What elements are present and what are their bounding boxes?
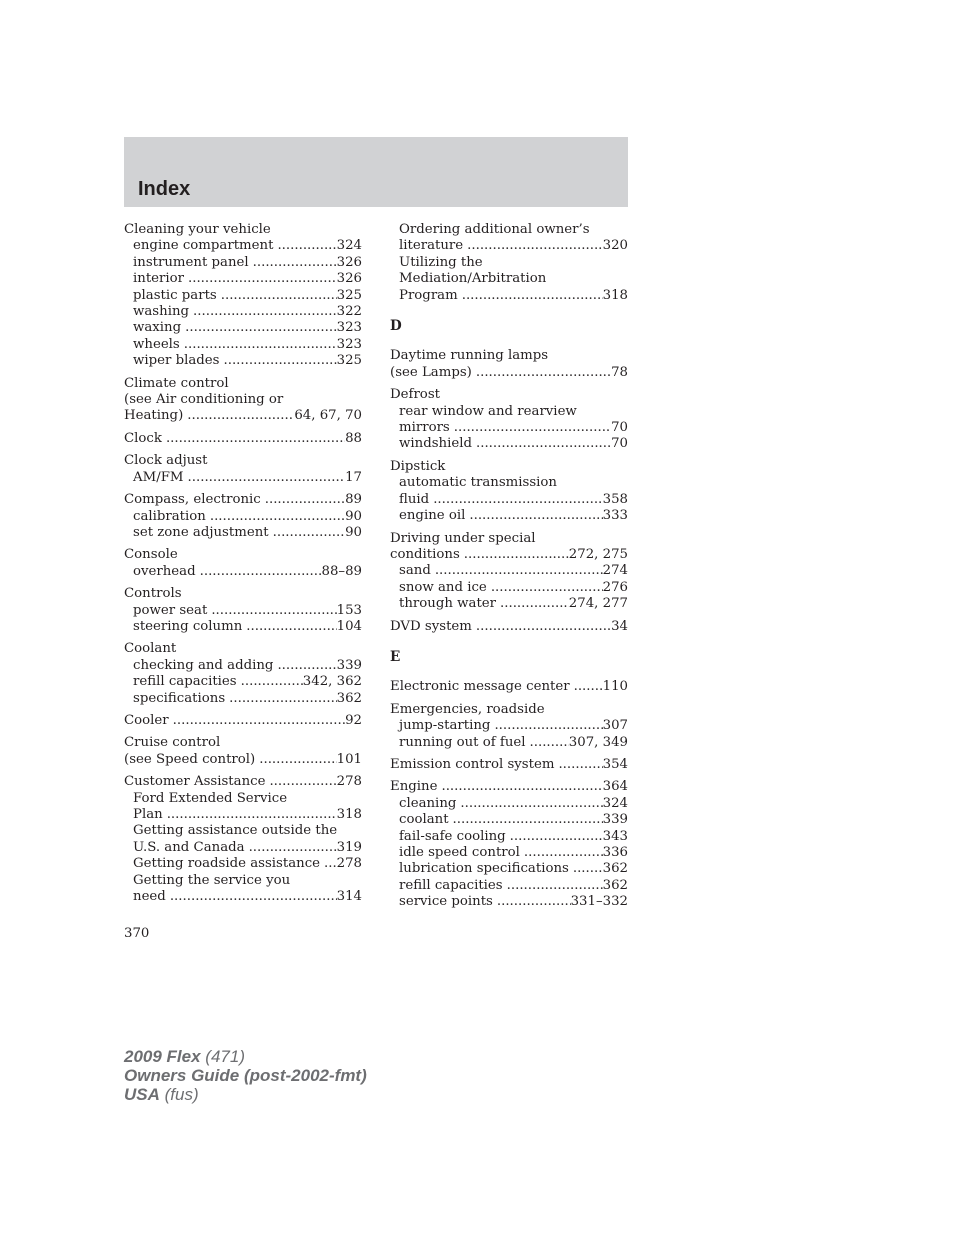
entry-text: AM/FM xyxy=(133,469,184,485)
dot-leader xyxy=(476,365,611,381)
page-reference: 362 xyxy=(336,690,362,706)
entry-text: need xyxy=(133,889,166,905)
dot-leader xyxy=(246,619,336,635)
page-reference: 333 xyxy=(602,508,628,524)
dot-leader xyxy=(460,796,602,812)
page-reference: 336 xyxy=(602,845,628,860)
index-entry-line xyxy=(124,392,362,408)
index-entry-line xyxy=(124,453,362,469)
index-subentry-line xyxy=(124,320,362,336)
page-reference: 339 xyxy=(602,812,628,828)
dot-leader xyxy=(277,658,336,674)
index-entry xyxy=(390,531,628,613)
dot-leader xyxy=(241,674,303,690)
index-entry xyxy=(390,222,628,304)
index-subentry-line xyxy=(390,475,628,491)
dot-leader xyxy=(500,596,569,612)
page-reference: 88 xyxy=(345,430,362,446)
index-subentry-line xyxy=(390,735,628,751)
page-reference: 90 xyxy=(345,524,362,540)
index-entry-line xyxy=(124,735,362,751)
entry-text: Engine xyxy=(390,779,438,795)
index-subentry-line xyxy=(124,840,362,856)
index-entry xyxy=(124,492,362,541)
entry-text: Clock xyxy=(124,430,162,446)
dot-leader xyxy=(188,271,337,287)
page-reference: 110 xyxy=(602,679,628,695)
footer-line-2 xyxy=(124,1066,367,1085)
dot-leader xyxy=(188,470,346,486)
index-subentry-line xyxy=(390,580,628,596)
page-reference: 90 xyxy=(345,508,362,524)
page-reference: 318 xyxy=(602,287,628,303)
page-reference: 307, 349 xyxy=(568,734,628,750)
dot-leader xyxy=(249,840,337,856)
index-entry-line xyxy=(124,492,362,508)
page-reference: 272, 275 xyxy=(568,546,628,562)
index-entry-line xyxy=(124,641,362,657)
page-reference: 153 xyxy=(336,602,362,618)
page-reference: 323 xyxy=(336,336,362,352)
entry-text: through water xyxy=(399,596,497,612)
page-reference: 314 xyxy=(336,889,362,905)
index-subentry-line xyxy=(124,791,362,807)
index-subentry-line xyxy=(124,691,362,707)
entry-text: refill capacities xyxy=(133,674,237,690)
index-subentry-line xyxy=(124,255,362,271)
footer-line-1 xyxy=(124,1047,367,1066)
index-subentry-line xyxy=(124,889,362,905)
entry-text: checking and adding xyxy=(133,657,274,673)
dot-leader xyxy=(574,679,603,695)
entry-text: Emergencies, roadside xyxy=(390,701,545,717)
page-reference: 331–332 xyxy=(570,894,628,910)
entry-text: Daytime running lamps xyxy=(390,348,549,364)
footer-market-code: (fus) xyxy=(164,1085,199,1104)
dot-leader xyxy=(170,889,337,905)
entry-text: Coolant xyxy=(124,641,177,657)
index-entry-line xyxy=(124,752,362,768)
page-reference: 278 xyxy=(336,774,362,790)
entry-text: automatic transmission xyxy=(399,475,557,491)
page-reference: 70 xyxy=(611,420,628,436)
dot-leader xyxy=(497,894,571,910)
index-subentry-line xyxy=(124,619,362,635)
entry-text: specifications xyxy=(133,690,226,706)
entry-text: instrument panel xyxy=(133,254,249,270)
index-entry-line xyxy=(124,547,362,563)
dot-leader xyxy=(507,878,603,894)
dot-leader xyxy=(221,288,337,304)
index-entry xyxy=(390,619,628,635)
entry-text: (see Air conditioning or xyxy=(124,392,284,408)
dot-leader xyxy=(433,492,602,508)
header-band xyxy=(124,137,628,207)
page-reference: 34 xyxy=(611,618,628,634)
page-reference: 92 xyxy=(345,712,362,728)
page-reference: 307 xyxy=(602,718,628,734)
entry-text: Getting assistance outside the xyxy=(133,823,338,839)
dot-leader xyxy=(462,288,603,304)
entry-text: sand xyxy=(399,563,431,579)
entry-text: wiper blades xyxy=(133,353,220,369)
dot-leader xyxy=(494,718,602,734)
dot-leader xyxy=(277,238,336,254)
dot-leader xyxy=(530,735,569,751)
page-reference: 362 xyxy=(602,877,628,893)
index-entry-line xyxy=(390,459,628,475)
entry-text: power seat xyxy=(133,602,208,618)
footer xyxy=(124,1047,367,1104)
index-entry-line xyxy=(390,757,628,773)
dot-leader xyxy=(167,807,337,823)
entry-text: refill capacities xyxy=(399,877,503,893)
dot-leader xyxy=(464,547,569,563)
index-subentry-line xyxy=(124,509,362,525)
index-subentry-line xyxy=(390,492,628,508)
page-reference: 325 xyxy=(336,353,362,369)
dot-leader xyxy=(573,861,603,877)
index-subentry-line xyxy=(124,873,362,889)
page-reference: 354 xyxy=(602,756,628,772)
entry-text: coolant xyxy=(399,812,449,828)
index-entry xyxy=(124,641,362,707)
entry-text: Controls xyxy=(124,586,182,602)
page-reference: 319 xyxy=(336,839,362,855)
page-reference: 358 xyxy=(602,491,628,507)
entry-text: Electronic message center xyxy=(390,679,570,695)
page-reference: 104 xyxy=(336,618,362,634)
index-entry xyxy=(124,586,362,635)
entry-text: set zone adjustment xyxy=(133,524,269,540)
index-subentry-line xyxy=(390,563,628,579)
index-subentry-line xyxy=(124,470,362,486)
entry-text: Cooler xyxy=(124,712,169,728)
dot-leader xyxy=(193,304,337,320)
dot-leader xyxy=(476,619,611,635)
dot-leader xyxy=(510,829,603,845)
entry-text: Emission control system xyxy=(390,756,555,772)
index-subentry-line xyxy=(390,718,628,734)
entry-text: Dipstick xyxy=(390,458,446,474)
index-subentry-line xyxy=(124,658,362,674)
dot-leader xyxy=(491,580,603,596)
index-subentry-line xyxy=(124,238,362,254)
index-subentry-line xyxy=(124,807,362,823)
page-reference: 276 xyxy=(602,579,628,595)
index-entry xyxy=(390,702,628,751)
page-reference: 274, 277 xyxy=(568,596,628,612)
page-reference: 278 xyxy=(336,856,362,872)
entry-text: windshield xyxy=(399,436,472,452)
index-entry xyxy=(124,376,362,425)
index-entry xyxy=(124,713,362,729)
entry-text: Compass, electronic xyxy=(124,492,261,508)
index-entry-line xyxy=(390,531,628,547)
index-subentry-line xyxy=(390,845,628,861)
entry-text: conditions xyxy=(390,546,460,562)
entry-text: cleaning xyxy=(399,795,457,811)
entry-text: Clock adjust xyxy=(124,453,208,469)
index-entry xyxy=(390,348,628,381)
dot-leader xyxy=(184,337,337,353)
index-subentry-line xyxy=(124,304,362,320)
entry-text: plastic parts xyxy=(133,287,217,303)
entry-text: (see Lamps) xyxy=(390,364,472,380)
dot-leader xyxy=(173,713,345,729)
index-column-right xyxy=(390,222,628,917)
page-reference: 17 xyxy=(345,469,362,485)
entry-text: Cruise control xyxy=(124,735,221,751)
footer-guide: Owners Guide (post-2002-fmt) xyxy=(124,1066,367,1085)
page-reference: 274 xyxy=(602,563,628,579)
index-entry xyxy=(124,547,362,580)
entry-text: Driving under special xyxy=(390,530,536,546)
dot-leader xyxy=(200,564,322,580)
index-subentry-line xyxy=(390,404,628,420)
entry-text: DVD system xyxy=(390,618,472,634)
index-entry-line xyxy=(124,408,362,424)
entry-text: Ordering additional owner’s xyxy=(399,222,590,237)
index-subentry-line xyxy=(124,603,362,619)
dot-leader xyxy=(259,752,336,768)
index-entry xyxy=(124,774,362,905)
dot-leader xyxy=(467,238,602,254)
page-reference: 364 xyxy=(602,779,628,795)
entry-text: wheels xyxy=(133,336,180,352)
page-reference: 324 xyxy=(602,795,628,811)
index-entry xyxy=(390,779,628,910)
entry-text: rear window and rearview xyxy=(399,403,577,419)
index-subentry-line xyxy=(124,337,362,353)
index-subentry-line xyxy=(124,353,362,369)
entry-text: Cleaning your vehicle xyxy=(124,222,271,237)
index-subentry-line xyxy=(390,508,628,524)
entry-text: overhead xyxy=(133,563,196,579)
entry-text: mirrors xyxy=(399,420,450,436)
index-subentry-line xyxy=(390,271,628,287)
index-column-left xyxy=(124,222,362,911)
page-reference: 101 xyxy=(336,751,362,767)
dot-leader xyxy=(273,525,345,541)
page-reference: 322 xyxy=(336,304,362,320)
index-entry xyxy=(124,431,362,447)
dot-leader xyxy=(265,492,345,508)
page-reference: 70 xyxy=(611,436,628,452)
entry-text: interior xyxy=(133,271,184,287)
index-entry-line xyxy=(390,348,628,364)
page-reference: 78 xyxy=(611,364,628,380)
dot-leader xyxy=(210,509,345,525)
footer-model-code: (471) xyxy=(205,1047,245,1066)
index-entry-line xyxy=(390,679,628,695)
entry-text: waxing xyxy=(133,320,182,336)
index-subentry-line xyxy=(390,812,628,828)
index-subentry-line xyxy=(390,861,628,877)
footer-market: USA xyxy=(124,1085,160,1104)
index-entry xyxy=(124,453,362,486)
index-entry-line xyxy=(124,713,362,729)
entry-text: engine oil xyxy=(399,508,466,524)
dot-leader xyxy=(224,353,337,369)
dot-leader xyxy=(166,431,345,447)
index-entry-line xyxy=(390,547,628,563)
dot-leader xyxy=(454,420,611,436)
page-reference: 343 xyxy=(602,828,628,844)
dot-leader xyxy=(441,779,602,795)
entry-text: U.S. and Canada xyxy=(133,839,245,855)
page-reference: 323 xyxy=(336,320,362,336)
footer-line-3 xyxy=(124,1085,367,1104)
index-entry-line xyxy=(124,586,362,602)
page-number: 370 xyxy=(124,926,150,941)
dot-leader xyxy=(185,320,336,336)
index-entry-line xyxy=(390,779,628,795)
index-subentry-line xyxy=(390,255,628,271)
page-reference: 339 xyxy=(336,657,362,673)
dot-leader xyxy=(453,812,603,828)
entry-text: jump-starting xyxy=(399,718,491,734)
page-reference: 89 xyxy=(345,492,362,508)
dot-leader xyxy=(253,255,337,271)
index-subentry-line xyxy=(390,288,628,304)
entry-text: washing xyxy=(133,304,190,320)
page-reference: 326 xyxy=(336,254,362,270)
dot-leader xyxy=(324,856,337,872)
index-entry xyxy=(390,459,628,525)
entry-text: idle speed control xyxy=(399,845,520,860)
index-entry xyxy=(390,757,628,773)
index-letter-heading: E xyxy=(390,648,401,665)
index-subentry-line xyxy=(390,796,628,812)
page-reference: 326 xyxy=(336,271,362,287)
index-entry-line xyxy=(390,702,628,718)
index-entry xyxy=(390,387,628,453)
index-subentry-line xyxy=(124,564,362,580)
index-entry xyxy=(124,735,362,768)
index-subentry-line xyxy=(124,823,362,839)
entry-text: lubrication specifications xyxy=(399,861,569,877)
dot-leader xyxy=(229,691,336,707)
index-subentry-line xyxy=(390,894,628,910)
entry-text: Climate control xyxy=(124,375,229,391)
page-reference: 318 xyxy=(336,807,362,822)
entry-text: calibration xyxy=(133,508,206,524)
index-entry-line xyxy=(390,365,628,381)
entry-text: fluid xyxy=(399,491,430,507)
dot-leader xyxy=(476,436,611,452)
page-reference: 362 xyxy=(602,861,628,877)
entry-text: Heating) xyxy=(124,408,184,424)
index-subentry-line xyxy=(124,674,362,690)
index-entry xyxy=(390,679,628,695)
entry-text: running out of fuel xyxy=(399,734,526,750)
index-subentry-line xyxy=(390,222,628,238)
entry-text: engine compartment xyxy=(133,238,274,254)
index-entry-line xyxy=(390,619,628,635)
footer-model: 2009 Flex xyxy=(124,1047,201,1066)
index-subentry-line xyxy=(124,288,362,304)
entry-text: Defrost xyxy=(390,387,440,403)
index-subentry-line xyxy=(390,436,628,452)
index-entry xyxy=(124,222,362,370)
index-entry-line xyxy=(390,387,628,403)
entry-text: Mediation/Arbitration xyxy=(399,271,547,287)
page-reference: 325 xyxy=(336,287,362,303)
index-letter-heading: D xyxy=(390,318,402,335)
entry-text: Customer Assistance xyxy=(124,774,266,790)
dot-leader xyxy=(558,757,602,773)
dot-leader xyxy=(187,408,294,424)
entry-text: Console xyxy=(124,547,178,563)
entry-text: Ford Extended Service xyxy=(133,790,288,806)
entry-text: literature xyxy=(399,238,464,254)
page-reference: 64, 67, 70 xyxy=(294,408,362,424)
index-subentry-line xyxy=(390,238,628,254)
index-entry-line xyxy=(124,774,362,790)
page-title: Index xyxy=(138,178,191,200)
entry-text: Program xyxy=(399,287,458,303)
page-reference: 320 xyxy=(602,238,628,254)
index-entry-line xyxy=(124,431,362,447)
dot-leader xyxy=(524,845,603,861)
index-subentry-line xyxy=(390,420,628,436)
entry-text: steering column xyxy=(133,618,243,634)
index-subentry-line xyxy=(390,596,628,612)
entry-text: service points xyxy=(399,894,493,910)
entry-text: (see Speed control) xyxy=(124,751,256,767)
index-entry-line xyxy=(124,376,362,392)
entry-text: Getting roadside assistance xyxy=(133,856,321,872)
entry-text: Utilizing the xyxy=(399,254,483,270)
index-subentry-line xyxy=(124,856,362,872)
index-subentry-line xyxy=(124,525,362,541)
dot-leader xyxy=(269,774,336,790)
entry-text: fail-safe cooling xyxy=(399,828,506,844)
dot-leader xyxy=(469,508,602,524)
entry-text: Getting the service you xyxy=(133,872,291,888)
page-reference: 88–89 xyxy=(321,563,362,579)
index-subentry-line xyxy=(390,878,628,894)
index-entry-line xyxy=(124,222,362,238)
page-reference: 342, 362 xyxy=(302,674,362,690)
dot-leader xyxy=(435,563,603,579)
index-subentry-line xyxy=(390,829,628,845)
index-subentry-line xyxy=(124,271,362,287)
page-reference: 324 xyxy=(336,238,362,254)
entry-text: Plan xyxy=(133,807,163,822)
dot-leader xyxy=(211,603,336,619)
entry-text: snow and ice xyxy=(399,579,487,595)
